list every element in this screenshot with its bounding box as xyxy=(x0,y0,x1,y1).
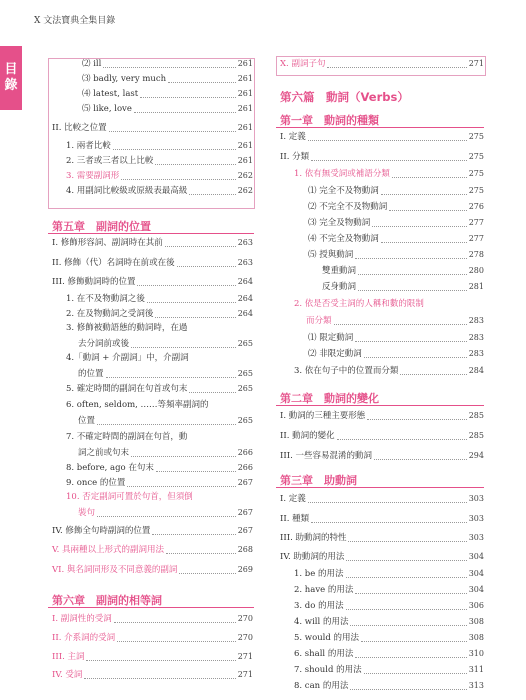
toc-entry-page: 271 xyxy=(237,670,253,679)
toc-entry-page: 276 xyxy=(468,202,484,211)
toc-entry xyxy=(52,544,253,555)
toc-entry xyxy=(52,237,253,248)
toc-entry xyxy=(66,308,253,319)
toc-entry-label: 2. 三者或三者以上比較 xyxy=(66,156,154,166)
leader-dots xyxy=(355,650,466,658)
toc-entry xyxy=(294,299,484,310)
toc-entry-page: 306 xyxy=(468,601,484,610)
running-header: X 文法寶典全集目錄 xyxy=(34,16,116,26)
toc-entry-label: 3. 需要副詞形 xyxy=(66,171,120,181)
leader-dots xyxy=(140,90,236,98)
toc-entry-label: ⑵ ill xyxy=(82,59,102,69)
toc-entry xyxy=(308,217,484,228)
toc-entry-page: 265 xyxy=(237,416,253,425)
toc-entry-page: 264 xyxy=(237,309,253,318)
leader-dots xyxy=(134,105,236,113)
toc-entry xyxy=(82,88,253,99)
toc-entry-page: 265 xyxy=(237,369,253,378)
toc-entry-label: 4. 用副詞比較級或原級表最高級 xyxy=(66,186,188,196)
toc-entry xyxy=(78,368,253,379)
toc-entry-page: 263 xyxy=(237,238,253,247)
leader-dots xyxy=(372,219,467,227)
toc-entry xyxy=(52,257,253,268)
leader-dots xyxy=(166,546,236,554)
toc-entry-page: 270 xyxy=(237,614,253,623)
leader-dots xyxy=(358,267,467,275)
toc-entry-page: 264 xyxy=(237,294,253,303)
toc-entry-label: 9. once 的位置 xyxy=(66,478,126,488)
toc-entry-label: 2. 依是否受主詞的人稱和數的限制 xyxy=(294,299,424,309)
toc-entry xyxy=(52,525,253,536)
toc-entry xyxy=(280,151,484,162)
toc-entry xyxy=(52,564,253,575)
toc-entry-label: ⑸ like, love xyxy=(82,104,132,114)
toc-entry-label: X. 副詞子句 xyxy=(280,59,326,69)
toc-entry xyxy=(280,410,484,421)
toc-entry-label: II. 介系詞的受詞 xyxy=(52,633,116,643)
toc-entry-label: I. 副詞性的受詞 xyxy=(52,614,112,624)
toc-entry xyxy=(66,492,253,503)
toc-entry xyxy=(52,669,253,680)
toc-entry-label: IV. 受詞 xyxy=(52,670,83,680)
section-tab-char: 錄 xyxy=(4,78,18,93)
toc-entry-page: 283 xyxy=(468,333,484,342)
toc-entry xyxy=(280,513,484,524)
toc-entry-page: 280 xyxy=(468,266,484,275)
toc-entry-label: 4. will 的用法 xyxy=(294,617,349,627)
leader-dots xyxy=(355,251,467,259)
toc-entry-label: 3. 依在句子中的位置而分類 xyxy=(294,366,399,376)
toc-entry-page: 267 xyxy=(237,508,253,517)
toc-entry-page: 277 xyxy=(468,234,484,243)
heading-rule xyxy=(276,127,484,128)
toc-entry xyxy=(294,365,484,376)
leader-dots xyxy=(381,235,467,243)
toc-entry-page: 265 xyxy=(237,339,253,348)
leader-dots xyxy=(109,124,236,132)
leader-dots xyxy=(346,602,467,610)
toc-entry xyxy=(82,73,253,84)
leader-dots xyxy=(355,586,466,594)
toc-entry xyxy=(78,415,253,426)
toc-entry-page: 267 xyxy=(237,478,253,487)
toc-entry-page: 277 xyxy=(468,218,484,227)
chapter-heading: 第六章 副詞的相等詞 xyxy=(52,594,162,607)
leader-dots xyxy=(348,534,466,542)
toc-entry-page: 304 xyxy=(468,585,484,594)
leader-dots xyxy=(346,553,466,561)
toc-entry xyxy=(294,664,484,675)
toc-entry xyxy=(52,613,253,624)
toc-entry xyxy=(280,532,484,543)
toc-entry-page: 261 xyxy=(237,59,253,68)
toc-entry-page: 262 xyxy=(237,171,253,180)
toc-entry-page: 313 xyxy=(468,681,484,690)
toc-entry xyxy=(66,323,253,334)
toc-entry-label: 8. before, ago 在句末 xyxy=(66,463,154,473)
toc-entry-page: 261 xyxy=(237,104,253,113)
toc-entry-label: 7. 不確定時間的副詞在句首，動 xyxy=(66,432,188,442)
toc-entry-label: ⑵ 不完全不及物動詞 xyxy=(308,202,388,212)
toc-entry-page: 275 xyxy=(468,132,484,141)
toc-entry-label: ⑴ 完全不及物動詞 xyxy=(308,186,379,196)
toc-entry-label: IV. 助動詞的用法 xyxy=(280,552,345,562)
toc-entry-label: III. 助動詞的特性 xyxy=(280,533,347,543)
toc-entry-label: ⑴ 限定動詞 xyxy=(308,333,354,343)
leader-dots xyxy=(381,187,467,195)
toc-entry-page: 262 xyxy=(237,186,253,195)
toc-entry-label: IV. 修飾全句時副詞的位置 xyxy=(52,526,151,536)
leader-dots xyxy=(364,666,467,674)
toc-entry-page: 261 xyxy=(237,141,253,150)
toc-entry-label: 5. 確定時間的副詞在句首或句末 xyxy=(66,384,188,394)
toc-entry xyxy=(280,450,484,461)
leader-dots xyxy=(155,157,235,165)
toc-entry-label: I. 修飾形容詞、副詞時在其前 xyxy=(52,238,163,248)
toc-entry-page: 270 xyxy=(237,633,253,642)
chapter-heading: 第二章 動詞的變化 xyxy=(280,392,379,405)
leader-dots xyxy=(361,634,467,642)
toc-entry xyxy=(66,400,253,411)
toc-entry xyxy=(66,383,253,394)
leader-dots xyxy=(308,495,467,503)
toc-entry-page: 304 xyxy=(468,569,484,578)
leader-dots xyxy=(168,75,236,83)
toc-entry-label: 而分類 xyxy=(306,316,332,326)
leader-dots xyxy=(86,653,235,661)
leader-dots xyxy=(131,449,236,457)
leader-dots xyxy=(350,682,466,690)
toc-entry xyxy=(308,249,484,260)
toc-entry-page: 271 xyxy=(237,652,253,661)
toc-entry-page: 268 xyxy=(237,545,253,554)
toc-entry-label: 雙重動詞 xyxy=(322,266,357,276)
heading-rule xyxy=(48,607,254,608)
leader-dots xyxy=(358,283,467,291)
toc-entry xyxy=(294,632,484,643)
toc-entry-label: 3. do 的用法 xyxy=(294,601,344,611)
toc-entry xyxy=(78,338,253,349)
toc-entry-label: 1. be 的用法 xyxy=(294,569,344,579)
toc-entry xyxy=(82,58,253,69)
toc-entry-label: 6. shall 的用法 xyxy=(294,649,354,659)
toc-entry xyxy=(78,507,253,518)
heading-rule xyxy=(48,233,254,234)
toc-entry-page: 304 xyxy=(468,552,484,561)
toc-entry-label: 4.「動詞 + 介副詞」中，介副詞 xyxy=(66,353,189,363)
toc-entry-label: III. 修飾動詞時的位置 xyxy=(52,277,136,287)
toc-entry-label: I. 定義 xyxy=(280,132,306,142)
toc-entry-page: 266 xyxy=(237,448,253,457)
toc-entry-page: 265 xyxy=(237,384,253,393)
toc-entry-label: III. 主詞 xyxy=(52,652,85,662)
leader-dots xyxy=(334,317,467,325)
leader-dots xyxy=(121,172,235,180)
toc-entry xyxy=(294,680,484,691)
toc-entry-label: 5. would 的用法 xyxy=(294,633,360,643)
leader-dots xyxy=(389,203,467,211)
toc-entry-page: 308 xyxy=(468,617,484,626)
leader-dots xyxy=(400,367,466,375)
leader-dots xyxy=(346,570,467,578)
toc-entry-label: 位置 xyxy=(78,416,96,426)
leader-dots xyxy=(127,479,235,487)
toc-entry xyxy=(66,353,253,364)
leader-dots xyxy=(179,566,235,574)
toc-entry-page: 261 xyxy=(237,156,253,165)
toc-entry-page: 308 xyxy=(468,633,484,642)
toc-entry xyxy=(66,185,253,196)
chapter-heading: 第一章 動詞的種類 xyxy=(280,114,379,127)
toc-entry-label: 3. 修飾被動語態的動詞時，在過 xyxy=(66,323,188,333)
toc-entry-page: 285 xyxy=(468,411,484,420)
leader-dots xyxy=(350,618,466,626)
heading-rule xyxy=(276,487,484,488)
toc-entry xyxy=(52,276,253,287)
leader-dots xyxy=(392,170,467,178)
toc-entry-label: 2. have 的用法 xyxy=(294,585,354,595)
toc-entry xyxy=(66,432,253,443)
toc-entry-page: 303 xyxy=(468,514,484,523)
part-heading: 第六篇 動詞（Verbs） xyxy=(280,90,409,104)
toc-entry-page: 311 xyxy=(468,665,484,674)
toc-entry-label: ⑵ 非限定動詞 xyxy=(308,349,362,359)
toc-entry xyxy=(308,201,484,212)
toc-entry-page: 285 xyxy=(468,431,484,440)
toc-entry xyxy=(294,568,484,579)
toc-entry xyxy=(294,168,484,179)
toc-entry-label: I. 定義 xyxy=(280,494,306,504)
leader-dots xyxy=(165,239,236,247)
leader-dots xyxy=(97,509,236,517)
toc-entry-label: 去分詞前或後 xyxy=(78,339,130,349)
toc-entry-page: 284 xyxy=(468,366,484,375)
toc-entry-label: 1. 兩者比較 xyxy=(66,141,111,151)
toc-entry-page: 267 xyxy=(237,526,253,535)
toc-entry-page: 264 xyxy=(237,277,253,286)
section-tab-char: 目 xyxy=(4,62,18,78)
toc-entry-page: 283 xyxy=(468,316,484,325)
leader-dots xyxy=(311,515,467,523)
toc-entry xyxy=(66,462,253,473)
toc-entry xyxy=(294,648,484,659)
toc-entry xyxy=(280,551,484,562)
toc-entry xyxy=(66,477,253,488)
toc-entry xyxy=(280,430,484,441)
toc-entry xyxy=(280,58,484,69)
toc-entry-label: 10. 否定副詞可置於句首，但須倒 xyxy=(66,492,193,502)
chapter-heading: 第五章 副詞的位置 xyxy=(52,220,151,233)
toc-entry xyxy=(294,600,484,611)
toc-entry-label: 裝句 xyxy=(78,508,96,518)
leader-dots xyxy=(156,464,236,472)
toc-entry xyxy=(308,233,484,244)
leader-dots xyxy=(337,432,467,440)
toc-entry-label: 反身動詞 xyxy=(322,282,357,292)
toc-entry xyxy=(66,170,253,181)
toc-entry xyxy=(294,584,484,595)
leader-dots xyxy=(84,671,235,679)
toc-entry xyxy=(66,140,253,151)
toc-entry xyxy=(66,155,253,166)
toc-entry-label: II. 種類 xyxy=(280,514,310,524)
chapter-heading: 第三章 助動詞 xyxy=(280,474,357,487)
toc-entry-page: 266 xyxy=(237,463,253,472)
leader-dots xyxy=(374,452,467,460)
heading-rule xyxy=(276,405,484,406)
leader-dots xyxy=(364,350,467,358)
toc-entry-page: 294 xyxy=(468,451,484,460)
toc-entry-page: 303 xyxy=(468,494,484,503)
toc-entry-label: 詞之前或句末 xyxy=(78,448,130,458)
leader-dots xyxy=(106,370,236,378)
toc-entry-label: 8. can 的用法 xyxy=(294,681,349,691)
toc-entry-page: 261 xyxy=(237,74,253,83)
leader-dots xyxy=(311,153,467,161)
leader-dots xyxy=(117,634,236,642)
toc-entry-label: VI. 與名詞同形及不同意義的副詞 xyxy=(52,565,178,575)
toc-entry xyxy=(78,447,253,458)
toc-entry-label: ⑸ 授與動詞 xyxy=(308,250,354,260)
toc-entry-label: ⑶ badly, very much xyxy=(82,74,167,84)
toc-entry-label: 7. should 的用法 xyxy=(294,665,362,675)
toc-entry xyxy=(52,632,253,643)
leader-dots xyxy=(367,412,466,420)
toc-entry-page: 283 xyxy=(468,349,484,358)
toc-entry xyxy=(308,348,484,359)
toc-entry-page: 275 xyxy=(468,186,484,195)
toc-entry-label: 6. often, seldom, ……等頻率副詞的 xyxy=(66,400,209,410)
leader-dots xyxy=(103,60,235,68)
toc-entry-label: 2. 在及物動詞之受詞後 xyxy=(66,309,154,319)
toc-entry xyxy=(82,103,253,114)
leader-dots xyxy=(137,278,235,286)
leader-dots xyxy=(177,259,236,267)
leader-dots xyxy=(114,615,236,623)
toc-entry-label: II. 修飾（代）名詞時在前或在後 xyxy=(52,258,175,268)
leader-dots xyxy=(97,417,236,425)
section-tab xyxy=(0,46,22,110)
toc-entry xyxy=(308,332,484,343)
toc-entry-page: 261 xyxy=(237,89,253,98)
toc-entry xyxy=(322,281,484,292)
toc-entry-label: II. 分類 xyxy=(280,152,310,162)
leader-dots xyxy=(308,133,467,141)
leader-dots xyxy=(355,334,467,342)
leader-dots xyxy=(189,385,235,393)
toc-entry xyxy=(322,265,484,276)
toc-entry-label: ⑷ 不完全及物動詞 xyxy=(308,234,379,244)
leader-dots xyxy=(131,340,236,348)
toc-entry-label: ⑷ latest, last xyxy=(82,89,139,99)
toc-entry-label: 1. 依有無受詞或補語分類 xyxy=(294,169,390,179)
toc-entry-page: 275 xyxy=(468,152,484,161)
toc-entry xyxy=(280,493,484,504)
toc-entry-label: V. 具兩種以上形式的副詞用法 xyxy=(52,545,165,555)
toc-entry-page: 303 xyxy=(468,533,484,542)
toc-entry-label: III. 一些容易混淆的動詞 xyxy=(280,451,372,461)
toc-entry-page: 278 xyxy=(468,250,484,259)
toc-entry-page: 261 xyxy=(237,123,253,132)
toc-entry-page: 263 xyxy=(237,258,253,267)
toc-entry-label: 的位置 xyxy=(78,369,104,379)
toc-entry-label: I. 動詞的三種主要形態 xyxy=(280,411,366,421)
leader-dots xyxy=(152,527,235,535)
toc-entry xyxy=(66,293,253,304)
leader-dots xyxy=(327,60,466,68)
toc-entry xyxy=(306,315,484,326)
leader-dots xyxy=(155,310,235,318)
leader-dots xyxy=(147,295,236,303)
toc-entry xyxy=(294,616,484,627)
toc-entry-label: II. 動詞的變化 xyxy=(280,431,335,441)
toc-entry-page: 271 xyxy=(468,59,484,68)
toc-entry-page: 310 xyxy=(468,649,484,658)
toc-entry-label: ⑶ 完全及物動詞 xyxy=(308,218,371,228)
leader-dots xyxy=(113,142,236,150)
toc-entry xyxy=(52,122,253,133)
toc-entry-label: II. 比較之位置 xyxy=(52,123,107,133)
toc-entry xyxy=(280,131,484,142)
toc-entry-page: 275 xyxy=(468,169,484,178)
toc-entry-page: 281 xyxy=(468,282,484,291)
toc-entry-label: 1. 在不及物動詞之後 xyxy=(66,294,145,304)
toc-entry-page: 269 xyxy=(237,565,253,574)
leader-dots xyxy=(189,187,235,195)
toc-entry xyxy=(52,651,253,662)
toc-entry xyxy=(308,185,484,196)
